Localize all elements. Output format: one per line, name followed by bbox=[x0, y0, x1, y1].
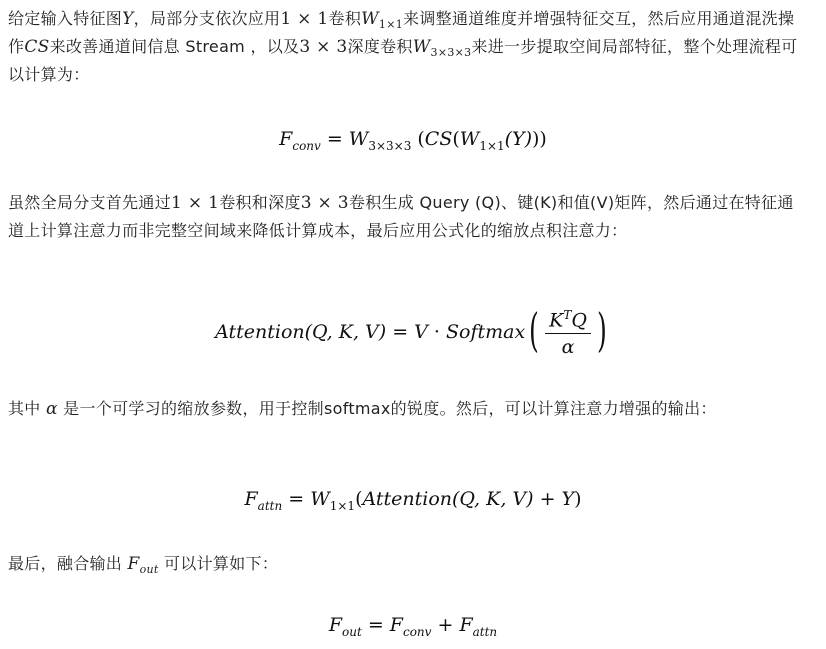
math-sub: conv bbox=[292, 138, 321, 153]
math-eq: = bbox=[320, 128, 349, 150]
text: 最后，融合输出 bbox=[8, 554, 128, 573]
math-3x3: 3 × 3 bbox=[300, 193, 349, 213]
math-numerator bbox=[545, 308, 591, 334]
math-plus: + bbox=[431, 614, 460, 636]
math-var-w: W bbox=[361, 9, 379, 29]
text: 虽然全局分支首先通过 bbox=[8, 193, 172, 212]
math-big-paren: ) bbox=[596, 303, 607, 357]
math-attention: Attention bbox=[215, 321, 305, 343]
math-cs: CS bbox=[424, 128, 453, 150]
math-dot: · bbox=[427, 321, 447, 343]
math-paren: ( bbox=[355, 488, 363, 510]
math-big-paren: ( bbox=[529, 303, 540, 357]
math-k: K bbox=[549, 309, 564, 332]
math-softmax: Softmax bbox=[446, 321, 526, 343]
math-f: F bbox=[279, 128, 293, 150]
text: 给定输入特征图 bbox=[8, 9, 123, 28]
math-plus: + bbox=[533, 488, 562, 510]
text: 是一个可学习的缩放参数，用于控制softmax的锐度。然后，可以计算注意力增强的输出： bbox=[57, 399, 717, 418]
math-var-cs: CS bbox=[24, 37, 50, 57]
paragraph-alpha bbox=[8, 395, 808, 423]
math-var-y: Y bbox=[122, 9, 134, 29]
math-f: F bbox=[459, 614, 473, 636]
math-w: W bbox=[348, 128, 369, 150]
math-attention: Attention bbox=[362, 488, 453, 510]
math-1x1: 1 × 1 bbox=[280, 9, 329, 29]
formula-f-attn bbox=[0, 488, 826, 513]
math-fraction bbox=[545, 308, 591, 358]
math-sub: out bbox=[139, 563, 159, 577]
math-v: V bbox=[414, 321, 428, 343]
formula-f-out bbox=[0, 614, 826, 639]
math-q: Q bbox=[571, 309, 587, 332]
math-3x3: 3 × 3 bbox=[299, 37, 348, 57]
math-denominator: α bbox=[561, 336, 575, 359]
math-eq: = bbox=[361, 614, 390, 636]
math-f: F bbox=[244, 488, 258, 510]
math-sub: out bbox=[342, 624, 362, 639]
math-alpha: α bbox=[46, 399, 58, 419]
math-args: (Q, K, V) bbox=[304, 321, 387, 343]
math-sub: 1×1 bbox=[479, 138, 505, 153]
paragraph-fusion bbox=[8, 550, 808, 578]
math-var-w: W bbox=[412, 37, 431, 57]
formula-f-conv bbox=[0, 128, 826, 153]
text: 来进一步提取空间局部特征，整个处理流程可以计算为： bbox=[8, 37, 798, 84]
math-w: W bbox=[310, 488, 330, 510]
math-f: F bbox=[127, 554, 140, 574]
math-paren: )) bbox=[532, 128, 547, 150]
paragraph-global-branch bbox=[8, 189, 808, 245]
math-paren: ( bbox=[411, 128, 425, 150]
math-sub: attn bbox=[472, 624, 498, 639]
math-arg: (Y) bbox=[504, 128, 533, 150]
paragraph-local-branch bbox=[8, 5, 808, 89]
text: 可以计算如下： bbox=[158, 554, 279, 573]
math-y: Y bbox=[561, 488, 575, 510]
text: 卷积生成 Query (Q)、键(K)和值(V)矩阵，然后通过在特征通道上计算注意力而非完整空间域来降低计算成本，最后应用公式化的缩放点积注意力： bbox=[8, 193, 794, 240]
math-eq: = bbox=[386, 321, 415, 343]
math-w: W bbox=[459, 128, 480, 150]
math-sup: T bbox=[563, 307, 572, 322]
text: 深度卷积 bbox=[347, 37, 413, 56]
math-sub: 1×1 bbox=[329, 498, 356, 513]
math-eq: = bbox=[282, 488, 311, 510]
math-sub: 3×3×3 bbox=[368, 138, 412, 153]
text: 来改善通道间信息 Stream ，以及 bbox=[49, 37, 300, 56]
text: 卷积 bbox=[328, 9, 362, 28]
math-sub: conv bbox=[402, 624, 432, 639]
math-sub: 1×1 bbox=[378, 18, 404, 32]
math-paren: ( bbox=[452, 128, 460, 150]
math-f: F bbox=[389, 614, 403, 636]
text: ，局部分支依次应用 bbox=[133, 9, 281, 28]
math-f: F bbox=[328, 614, 343, 636]
text: 卷积和深度 bbox=[219, 193, 301, 212]
math-args: (Q, K, V) bbox=[452, 488, 534, 510]
math-paren: ) bbox=[574, 488, 582, 510]
text: 来调整通道维度并增强特征交互，然后应用通道混洗操作 bbox=[8, 9, 795, 56]
math-sub: attn bbox=[257, 498, 283, 513]
formula-attention bbox=[0, 303, 826, 360]
text: 其中 bbox=[8, 399, 46, 418]
math-1x1: 1 × 1 bbox=[171, 193, 220, 213]
math-sub: 3×3×3 bbox=[430, 46, 472, 60]
